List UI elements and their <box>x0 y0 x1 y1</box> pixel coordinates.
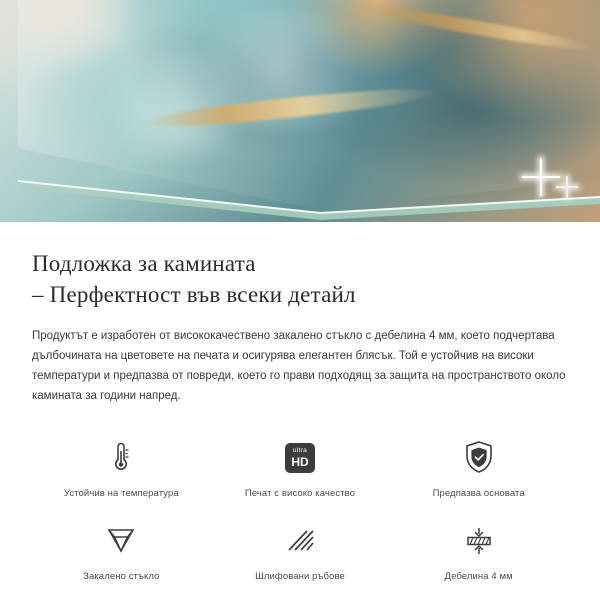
feature-grid <box>32 430 568 592</box>
ultra-hd-icon <box>215 436 386 480</box>
thickness-icon <box>393 519 564 563</box>
feature-item-temperature <box>32 430 211 509</box>
feature-label: Печат с високо качество <box>244 488 356 499</box>
thermometer-icon <box>36 436 207 480</box>
page-title-line-2: – Перфектност във всеки детайл <box>32 282 356 307</box>
diamond-icon <box>36 519 207 563</box>
hero-product-image <box>0 0 600 222</box>
feature-item-protection <box>389 430 568 509</box>
feature-item-print-quality <box>211 430 390 509</box>
feature-label: Устойчив на температура <box>63 488 179 499</box>
shield-check-icon <box>393 436 564 480</box>
feature-item-polished-edges <box>211 513 390 592</box>
feature-item-thickness <box>389 513 568 592</box>
ultra-hd-badge-top: ultra <box>292 447 308 455</box>
polished-edges-icon <box>215 519 386 563</box>
feature-item-tempered-glass <box>32 513 211 592</box>
ultra-hd-badge-bottom: HD <box>291 454 309 469</box>
description-paragraph: Продуктът е изработен от висококачествено закалено стъкло с дебелина 4 мм, което подчертава дълбочината на цветовете на печата и осигурява елегантен блясък. Той е устойчив на високи температури и предпазва от повреди, което го прави подходящ за защита на пространството около камината за години напред. <box>32 330 566 402</box>
page-title <box>32 248 568 310</box>
page-title-line-1: Подложка за камината <box>32 251 256 276</box>
feature-label: Предпазва основата <box>432 488 525 499</box>
feature-label: Дебелина 4 мм <box>444 571 513 582</box>
content-section <box>0 222 600 592</box>
feature-label: Закалено стъкло <box>83 571 160 582</box>
feature-label: Шлифовани ръбове <box>255 571 345 582</box>
